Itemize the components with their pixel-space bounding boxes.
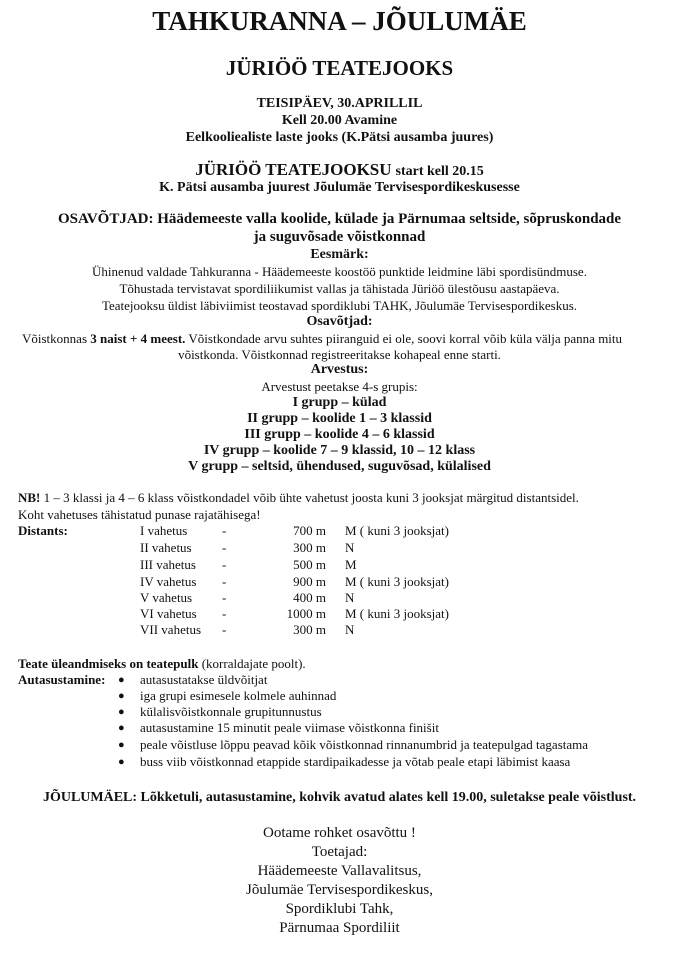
opening-time: Kell 20.00 Avamine (281, 113, 398, 128)
note-line-2: Koht vahetuses tähistatud punase rajatähisega! (18, 507, 261, 522)
scoring-group-3: III grupp – koolide 4 – 6 klassid (244, 427, 435, 442)
leg-dash: - (222, 557, 227, 572)
leg-name: III vahetus (140, 557, 196, 572)
participants-text-a: Võistkonnas (22, 331, 91, 346)
participants-line-1 (22, 331, 622, 347)
leg-distance: 900 m (293, 574, 326, 589)
supporter-2: Jõulumäe Tervisespordikeskus, (246, 882, 433, 898)
leg-type: N (345, 622, 355, 637)
awards-item: autasustatakse üldvõitjat (140, 672, 268, 687)
bullet-icon: ● (118, 706, 125, 718)
awards-item: buss viib võistkonnad etappide stardipaikadesse ja võtab peale etapi läbimist kaasa (140, 754, 571, 769)
awards-item: iga grupi esimesele kolmele auhinnad (140, 688, 337, 703)
baton-bold: Teate üleandmiseks on teatepulk (18, 656, 199, 671)
leg-distance: 1000 m (286, 606, 326, 621)
awards-item: autasustamine 15 minutit peale viimase võistkonna finišit (140, 720, 439, 735)
leg-dash: - (222, 540, 227, 555)
joulumae-info: JÕULUMÄEL: Lõkketuli, autasustamine, kohvik avatud alates kell 19.00, suletakse peale võistlust. (42, 790, 637, 805)
awards-item: peale võistluse lõppu peavad kõik võistkonnad rinnanumbrid ja teatepulgad tagastama (140, 737, 589, 752)
event-date: TEISIPÄEV, 30.APRILLIL (256, 96, 423, 111)
leg-name: VII vahetus (140, 622, 202, 637)
relay-title: JÜRIÖÖ TEATEJOOKSU (195, 160, 392, 179)
scoring-group-2: II grupp – koolide 1 – 3 klassid (247, 411, 432, 426)
note-label: NB! (18, 490, 41, 505)
leg-dash: - (222, 606, 227, 621)
invite-text: Ootame rohket osavõttu ! (263, 825, 416, 841)
baton-line (18, 656, 306, 672)
leg-distance: 400 m (293, 590, 326, 605)
scoring-intro: Arvestust peetakse 4-s grupis: (261, 379, 418, 394)
leg-type: M (345, 557, 357, 572)
leg-name: I vahetus (140, 523, 188, 538)
leg-distance: 700 m (293, 523, 326, 538)
goal-line-2: Tõhustada tervistavat spordiliikumist vallas ja tähistada Jüriöö ülestõusu aastapäeva. (119, 281, 560, 296)
leg-type: M ( kuni 3 jooksjat) (345, 523, 449, 538)
leg-distance: 500 m (293, 557, 326, 572)
leg-dash: - (222, 590, 227, 605)
supporter-3: Spordiklubi Tahk, (285, 901, 394, 917)
participants-intro-line2: ja suguvõsade võistkonnad (253, 229, 426, 245)
bullet-icon: ● (118, 739, 125, 751)
page-title: TAHKURANNA – JÕULUMÄE (152, 6, 527, 36)
supporter-4: Pärnumaa Spordiliit (279, 920, 400, 936)
leg-distance: 300 m (293, 622, 326, 637)
awards-item: külalisvõistkonnale grupitunnustus (140, 704, 322, 719)
leg-distance: 300 m (293, 540, 326, 555)
scoring-heading: Arvestus: (310, 362, 369, 377)
baton-rest: (korraldajate poolt). (198, 656, 306, 671)
participants-line-2: võistkonda. Võistkonnad registreeritakse kohapeal enne starti. (178, 347, 501, 362)
distances-label: Distants: (18, 523, 68, 538)
leg-dash: - (222, 622, 227, 637)
leg-name: IV vahetus (140, 574, 197, 589)
participants-heading: Osavõtjad: (306, 314, 373, 329)
supporters-label: Toetajad: (311, 844, 368, 860)
leg-type: N (345, 590, 355, 605)
participants-text-c: Võistkondade arvu suhtes piiranguid ei ole, soovi korral võib küla välja panna mitu (185, 331, 623, 346)
leg-type: N (345, 540, 355, 555)
leg-type: M ( kuni 3 jooksjat) (345, 606, 449, 621)
bullet-icon: ● (118, 674, 125, 686)
leg-name: II vahetus (140, 540, 192, 555)
note-line-1 (18, 490, 579, 506)
participants-intro-line1: OSAVÕTJAD: Häädemeeste valla koolide, külade ja Pärnumaa seltside, sõpruskondade (57, 211, 622, 227)
goal-line-3: Teatejooksu üldist läbiviimist teostavad spordiklubi TAHK, Jõulumäe Tervisespordikeskus. (101, 298, 578, 313)
leg-dash: - (222, 523, 227, 538)
awards-label: Autasustamine: (18, 672, 106, 687)
bullet-icon: ● (118, 690, 125, 702)
leg-dash: - (222, 574, 227, 589)
note-text-1: 1 – 3 klassi ja 4 – 6 klass võistkondadel võib ühte vahetust joosta kuni 3 jooksjat märgitud distantsidel. (40, 490, 579, 505)
bullet-icon: ● (118, 756, 125, 768)
relay-title-line (0, 160, 679, 180)
leg-name: V vahetus (140, 590, 193, 605)
goal-line-1: Ühinenud valdade Tahkuranna - Häädemeeste koostöö punktide leidmine läbi spordisündmuse. (92, 264, 587, 279)
relay-start: start kell 20.15 (395, 164, 484, 179)
supporter-1: Häädemeeste Vallavalitsus, (257, 863, 422, 879)
leg-name: VI vahetus (140, 606, 197, 621)
goal-heading: Eesmärk: (310, 247, 369, 262)
bullet-icon: ● (118, 722, 125, 734)
kids-run-line: Eelkooliealiste laste jooks (K.Pätsi ausamba juures) (185, 130, 494, 145)
participants-team-size: 3 naist + 4 meest. (90, 331, 186, 346)
leg-type: M ( kuni 3 jooksjat) (345, 574, 449, 589)
event-subtitle: JÜRIÖÖ TEATEJOOKS (225, 56, 454, 80)
scoring-group-1: I grupp – külad (292, 395, 387, 410)
relay-route: K. Pätsi ausamba juurest Jõulumäe Tervisespordikeskusesse (159, 180, 520, 195)
scoring-group-5: V grupp – seltsid, ühendused, suguvõsad, külalised (188, 459, 491, 474)
scoring-group-4: IV grupp – koolide 7 – 9 klassid, 10 – 12 klass (203, 443, 476, 458)
